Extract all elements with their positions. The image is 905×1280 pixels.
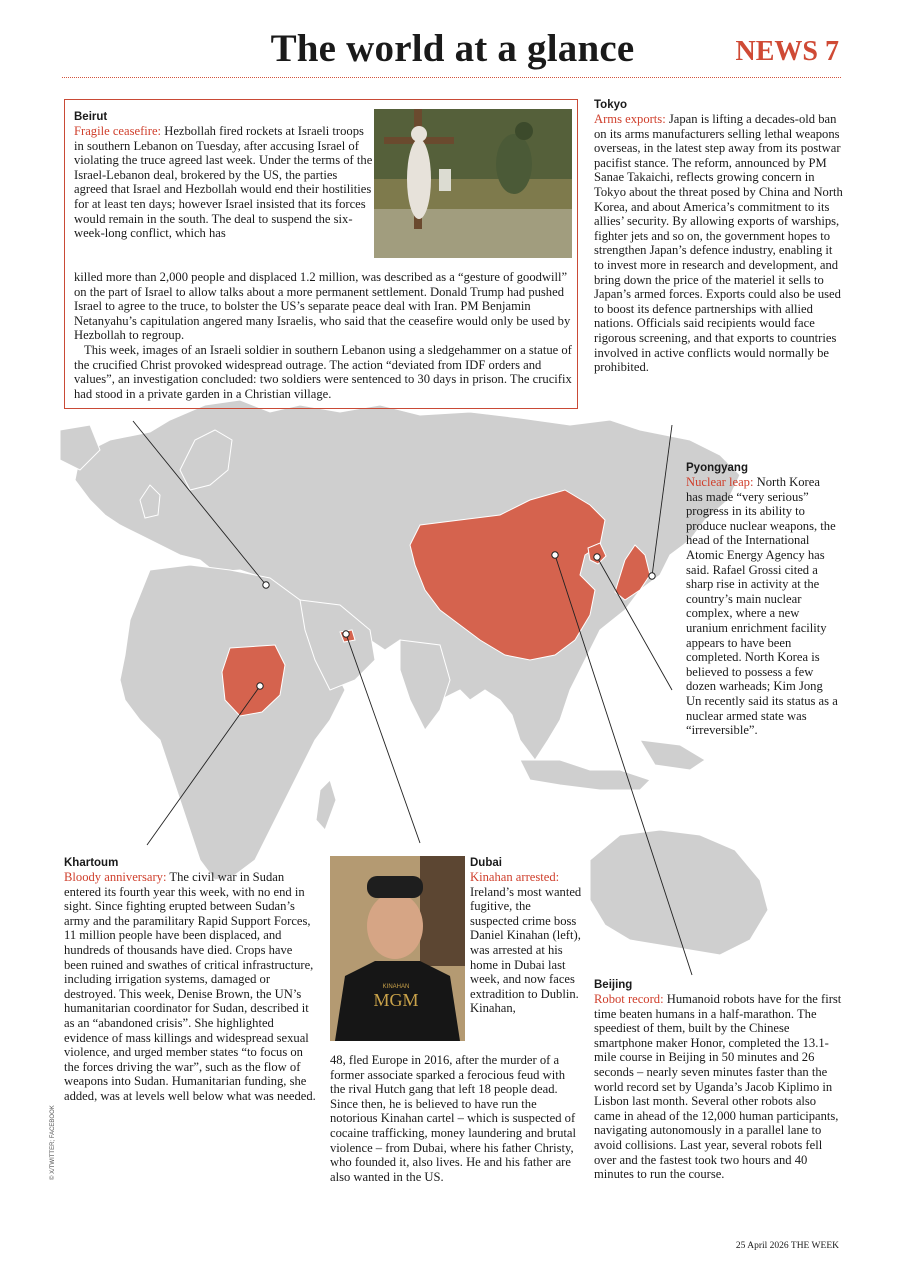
tokyo-heading: Tokyo <box>594 99 628 111</box>
khartoum-heading: Khartoum <box>64 857 119 869</box>
dubai-photo <box>330 856 465 1041</box>
pyongyang-heading: Pyongyang <box>686 462 748 474</box>
page-title: The world at a glance <box>270 27 635 70</box>
tokyo-story <box>594 98 844 375</box>
dubai-text-b: 48, fled Europe in 2016, after the murder of a former associate sparked a ferocious feud with the rival Hutch gang that left 18 people dead. Since then, he is believed to have run the notorious Kinahan cartel – which is suspected of cocaine trafficking, money laundering and brutal violence – from Dubai, where his father Christy, who founded it, also lives. He and his father are also wanted in the US. <box>330 1053 576 1184</box>
photo-shirt-small: KINAHAN <box>382 984 410 990</box>
beirut-photo <box>374 109 572 258</box>
beirut-heading: Beirut <box>74 111 108 123</box>
beirut-text-c: This week, images of an Israeli soldier in southern Lebanon using a sledgehammer on a statue of the crucified Christ provoked widespread outrage. The action “deviated from IDF orders and values”, an investigation concluded: two soldiers were sentenced to 30 days in prison. The crucifix had stood in a private garden in a Christian village. <box>74 342 572 401</box>
pyongyang-marker <box>594 554 600 560</box>
khartoum-marker <box>257 683 263 689</box>
khartoum-story <box>64 856 318 1104</box>
khartoum-text: Bloody anniversary: The civil war in Sudan entered its fourth year this week, with no end in sight. Since fighting erupted between Sudan’s army and the paramilitary Rapid Support Forces, 11 million people have been displaced, and hundreds of thousands have died. Crops have been ruined and swathes of critical infrastructure, including irrigation systems, damaged or destroyed. This week, Denise Brown, the UN’s humanitarian coordinator for Sudan, described it as an “abandoned crisis”. She highlighted evidence of mass killings and widespread sexual violence, and urged member states “to focus on the forces driving the war”, such as the flow of weapons into Sudan. Humanitarian funding, she added, was at levels well below what was needed. <box>64 870 316 1103</box>
page-footer: 25 April 2026 THE WEEK <box>735 1241 839 1251</box>
beirut-photo-art <box>374 109 572 258</box>
section-label: NEWS 7 <box>735 36 839 67</box>
beijing-heading: Beijing <box>594 979 633 991</box>
beirut-story-bottom <box>74 270 574 401</box>
beijing-marker <box>552 552 558 558</box>
photo-shirt-text: MGM <box>373 990 419 1010</box>
beirut-text-a: Fragile ceasefire: Hezbollah fired rockets at Israeli troops in southern Lebanon on Tuesday, after accusing Israel of violating the truce agreed last week. Under the terms of the Israel-Lebanon deal, brokered by the US, the parties agreed that Israel and Hezbollah would end their hostilities for at least ten days; however Israel insisted that its forces would remain in the south. The deal to suspend the six-week-long conflict, which has <box>74 124 373 241</box>
beirut-lead: Fragile ceasefire: <box>74 124 162 138</box>
dubai-heading: Dubai <box>470 857 502 869</box>
beirut-story-top <box>74 110 374 241</box>
beirut-text-b: killed more than 2,000 people and displaced 1.2 million, was described as a “gesture of goodwill” on the part of Israel to allow talks about a more permanent settlement. Donald Trump had pushed Israel to agree to the truce, to bolster the US’s separate peace deal with Iran. PM Benjamin Netanyahu’s capitulation angered many Israelis, who said that the ceasefire would only be used by Hezbollah to regroup. <box>74 270 571 343</box>
tokyo-marker <box>649 573 655 579</box>
pyongyang-story <box>686 461 838 738</box>
beijing-story <box>594 978 844 1182</box>
tokyo-text: Arms exports: Japan is lifting a decades-old ban on its arms manufacturers selling lethal weapons overseas, in the latest step away from its postwar pacifist stance. The reform, announced by PM Sanae Takaichi, reflects growing concern in Tokyo about the threat posed by China and North Korea, and about America’s commitment to its allies’ security. By allowing exports of warships, fighter jets and so on, the government hopes to strengthen Japan’s defence industry, enabling it to invest more in research and development, and bring down the price of the materiel it sells to Japan’s armed forces. Exports could also be used to boost its defence partnerships with allied nations. Officials said recipients would face rigorous screening, and that exports to countries involved in active conflicts would normally be prohibited. <box>594 112 843 375</box>
dubai-photo-art <box>330 856 465 1041</box>
pyongyang-text: Nuclear leap: North Korea has made “very serious” progress in its ability to produce nuclear weapons, the head of the International Atomic Energy Agency has said. Rafael Grossi cited a sharp rise in activity at the country’s main nuclear complex, where a new uranium enrichment facility appears to have been completed. North Korea is believed to possess a few dozen warheads; Kim Jong Un recently said its status as a nuclear armed state was “irreversible”. <box>686 475 838 738</box>
photo-credit: © X/TWITTER; FACEBOOK <box>50 1105 56 1180</box>
dubai-text-a: Kinahan arrested: Ireland’s most wanted fugitive, the suspected crime boss Daniel Kinahan (left), was arrested at his home in Dubai last week, and now faces extradition to Dublin. Kinahan, <box>470 870 582 1016</box>
dubai-story-bottom <box>330 1053 582 1184</box>
beijing-text: Robot record: Humanoid robots have for the first time beaten humans in a half-marathon. The speediest of them, built by the Chinese smartphone maker Honor, completed the 13.1-mile course in Beijing in 50 minutes and 26 seconds – nearly seven minutes faster than the world record set by Uganda’s Jacob Kiplimo in Lisbon last month. Several other robots also came in ahead of the 12,000 human participants, navigating autonomously in a parallel lane to avoid collisions. Last year, several robots fell over and the fastest took two hours and 40 minutes to run the course. <box>594 992 842 1182</box>
beirut-marker <box>263 582 269 588</box>
dubai-marker <box>343 631 349 637</box>
dubai-story-top <box>470 856 582 1016</box>
